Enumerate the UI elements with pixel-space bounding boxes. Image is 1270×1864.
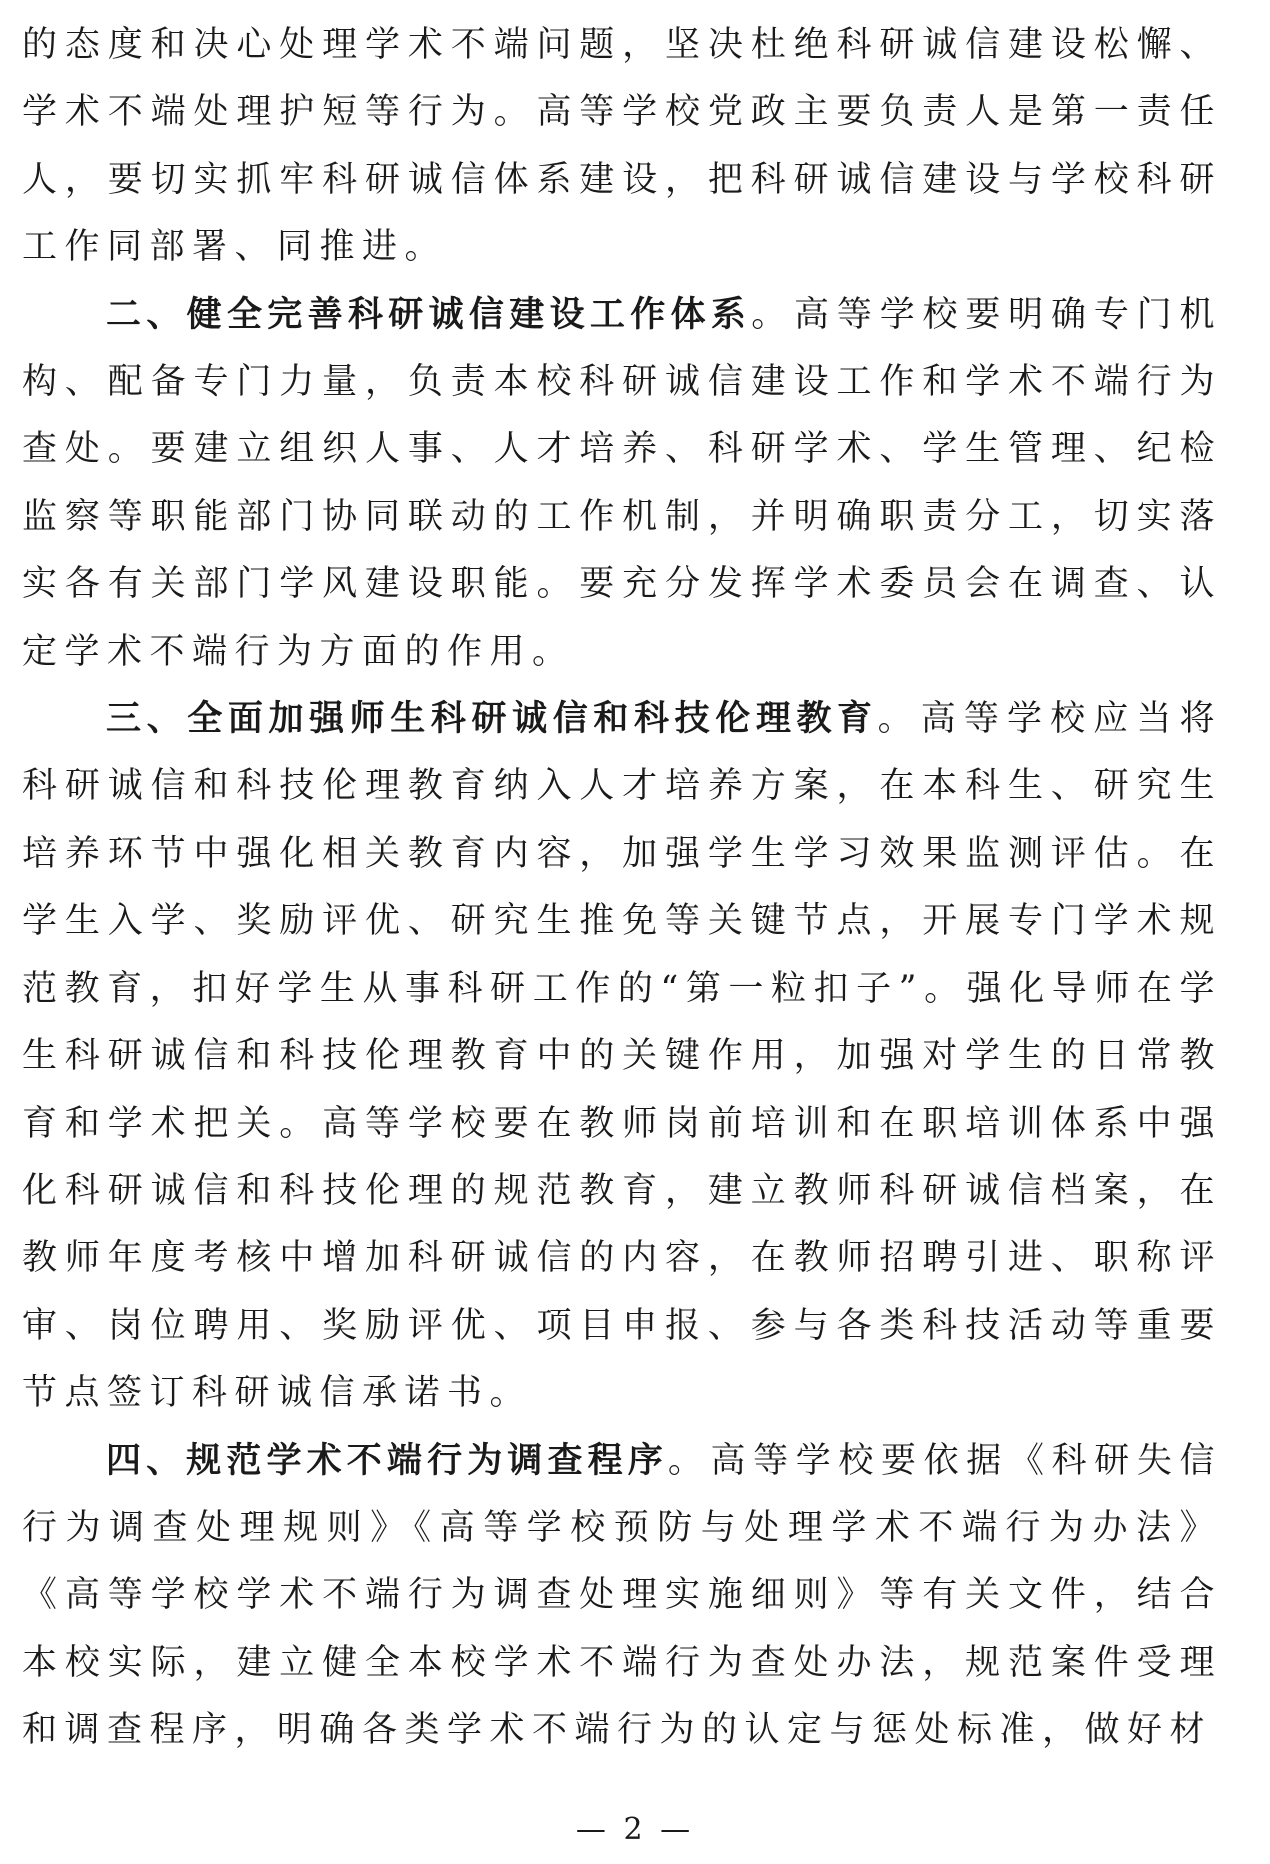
paragraph-text: 。高等学校应当将科研诚信和科技伦理教育纳入人才培养方案，在本科生、研究生培养环节中强化相关教育内容，加强学生学习效果监测评估。在学生入学、奖励评优、研究生推免等关键节点，开展专门学术规范教育，扣好学生从事科研工作的“第一粒扣子”。强化导师在学生科研诚信和科技伦理教育中的关键作用，加强对学生的日常教育和学术把关。高等学校要在教师岗前培训和在职培训体系中强化科研诚信和科技伦理的规范教育，建立教师科研诚信档案，在教师年度考核中增加科研诚信的内容，在教师招聘引进、职称评审、岗位聘用、奖励评优、项目申报、参与各类科技活动等重要节点签订科研诚信承诺书。: [22, 699, 1222, 1414]
paragraph-text: 。高等学校要依据《科研失信行为调查处理规则》《高等学校预防与处理学术不端行为办法》《高等学校学术不端行为调查处理实施细则》等有关文件，结合本校实际，建立健全本校学术不端行为查处办法，规范案件受理和调查程序，明确各类学术不端行为的认定与惩处标准，做好材: [22, 1440, 1222, 1751]
section-heading: 二、健全完善科研诚信建设工作体系: [106, 294, 752, 335]
document-body: [22, 12, 1222, 1765]
page-number: — 2 —: [575, 1812, 695, 1847]
paragraph-text: 。高等学校要明确专门机构、配备专门力量，负责本校科研诚信建设工作和学术不端行为查处。要建立组织人事、人才培养、科研学术、学生管理、纪检监察等职能部门协同联动的工作机制，并明确职责分工，切实落实各有关部门学风建设职能。要充分发挥学术委员会在调查、认定学术不端行为方面的作用。: [22, 294, 1222, 672]
paragraph-continuation: [22, 12, 1222, 282]
paragraph-section-4: [22, 1428, 1222, 1765]
paragraph-text: 的态度和决心处理学术不端问题，坚决杜绝科研诚信建设松懈、学术不端处理护短等行为。高等学校党政主要负责人是第一责任人，要切实抓牢科研诚信体系建设，把科研诚信建设与学校科研工作同部署、同推进。: [22, 25, 1222, 268]
section-heading: 四、规范学术不端行为调查程序: [106, 1440, 668, 1481]
section-heading: 三、全面加强师生科研诚信和科技伦理教育: [106, 699, 878, 740]
paragraph-section-3: [22, 686, 1222, 1427]
paragraph-section-2: [22, 282, 1222, 686]
